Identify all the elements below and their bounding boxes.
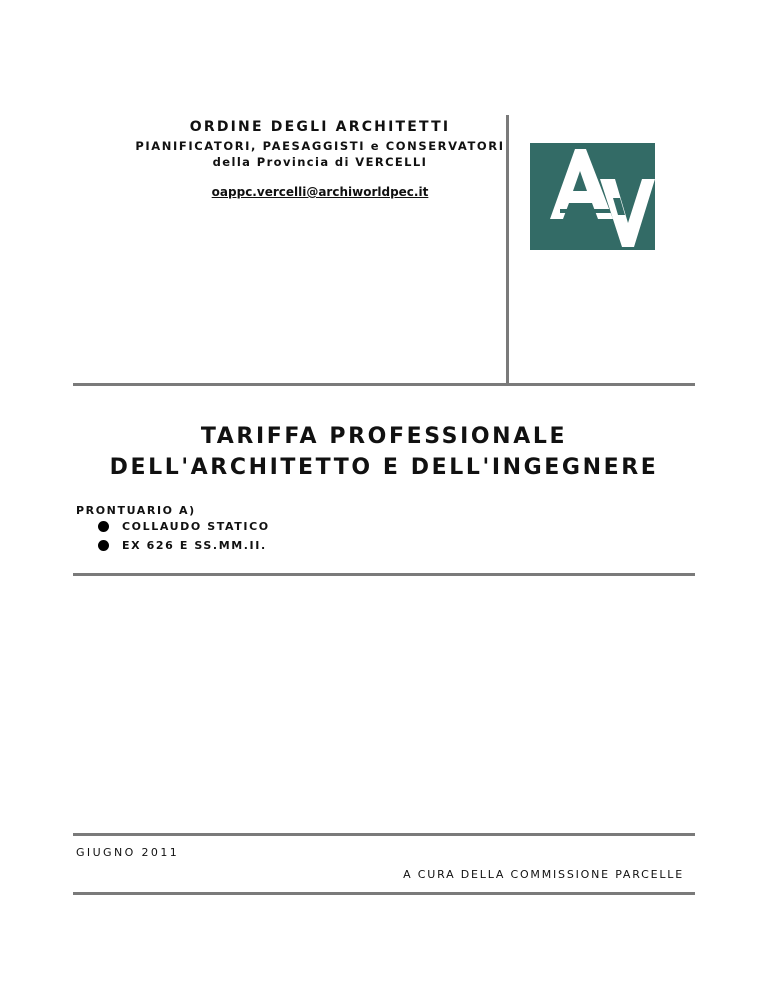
curator-line: A CURA DELLA COMMISSIONE PARCELLE xyxy=(403,868,684,881)
top-rule xyxy=(73,383,695,386)
doc-title-line2: DELL'ARCHITETTO E DELL'INGEGNERE xyxy=(109,455,659,480)
bottom-rule-top xyxy=(73,833,695,836)
bullet-icon xyxy=(98,521,109,532)
vertical-divider xyxy=(506,115,509,385)
publication-date: GIUGNO 2011 xyxy=(76,846,180,859)
list-item-text: EX 626 E SS.MM.II. xyxy=(122,539,267,552)
middle-rule xyxy=(73,573,695,576)
org-subtitle: PIANIFICATORI, PAESAGGISTI e CONSERVATORI xyxy=(135,139,505,153)
doc-title-line1: TARIFFA PROFESSIONALE xyxy=(200,424,568,449)
section-label: PRONTUARIO A) xyxy=(76,504,196,517)
org-title: ORDINE DEGLI ARCHITETTI xyxy=(189,119,451,135)
logo-a-crossbar-gap xyxy=(560,209,618,213)
header-block xyxy=(130,118,510,200)
bullet-icon xyxy=(98,540,109,551)
list-item-text: COLLAUDO STATICO xyxy=(122,520,270,533)
list-item xyxy=(98,517,270,536)
topic-list xyxy=(98,517,270,555)
av-logo-icon xyxy=(530,143,655,250)
list-item xyxy=(98,536,270,555)
bottom-rule xyxy=(73,892,695,895)
org-province: della Provincia di VERCELLI xyxy=(212,155,428,169)
email-link[interactable]: oappc.vercelli@archiworldpec.it xyxy=(211,185,429,199)
